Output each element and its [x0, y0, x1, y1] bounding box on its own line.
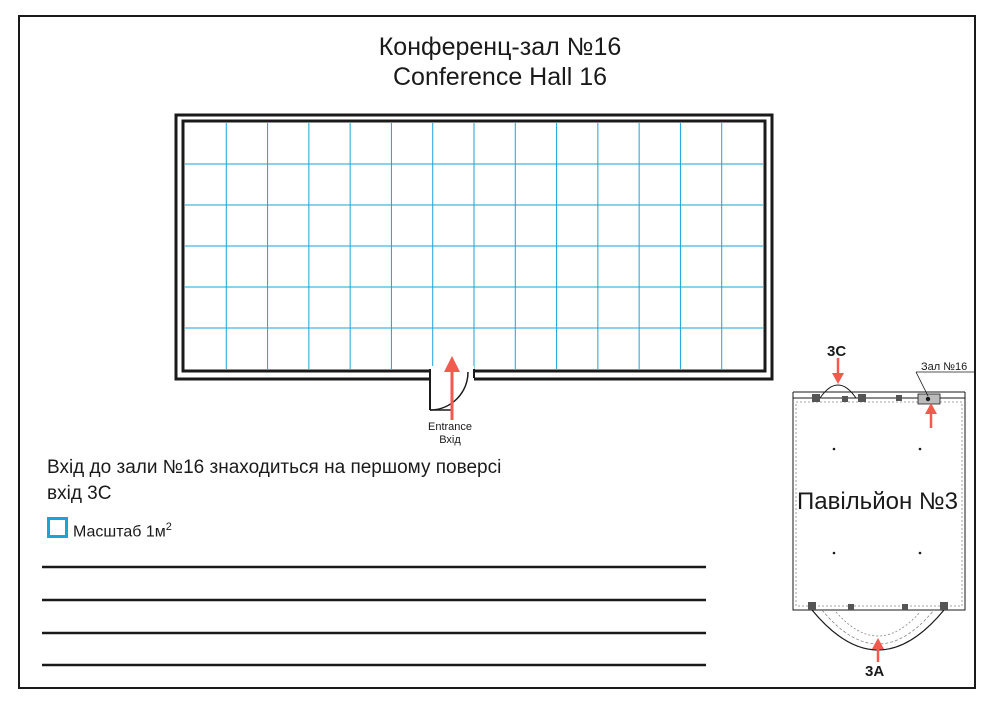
scale-superscript: 2 — [165, 521, 172, 533]
scale-square-icon — [47, 517, 68, 538]
location-note-gate: вхід 3С — [47, 483, 112, 504]
hall-tag-label: Зал №16 — [921, 361, 968, 373]
title-english: Conference Hall 16 — [392, 63, 607, 91]
scale-text: Масштаб 1м — [73, 523, 166, 541]
site-arrow-hall — [925, 403, 937, 428]
location-note: Вхід до зали №16 знаходиться на першому поверсі — [47, 457, 502, 478]
title-ukrainian: Конференц-зал №16 — [378, 33, 622, 61]
gate-3c-label: 3С — [827, 343, 847, 360]
hall-grid — [185, 123, 763, 369]
entrance-label-english: Entrance — [427, 421, 473, 433]
scale-label — [73, 517, 172, 542]
entrance-label-ukrainian: Вхід — [439, 434, 461, 446]
pavilion-label: Павільйон №3 — [797, 488, 958, 515]
site-arrow-3c — [832, 358, 844, 384]
gate-3a-label: 3А — [865, 663, 885, 680]
writing-lines — [42, 567, 706, 665]
